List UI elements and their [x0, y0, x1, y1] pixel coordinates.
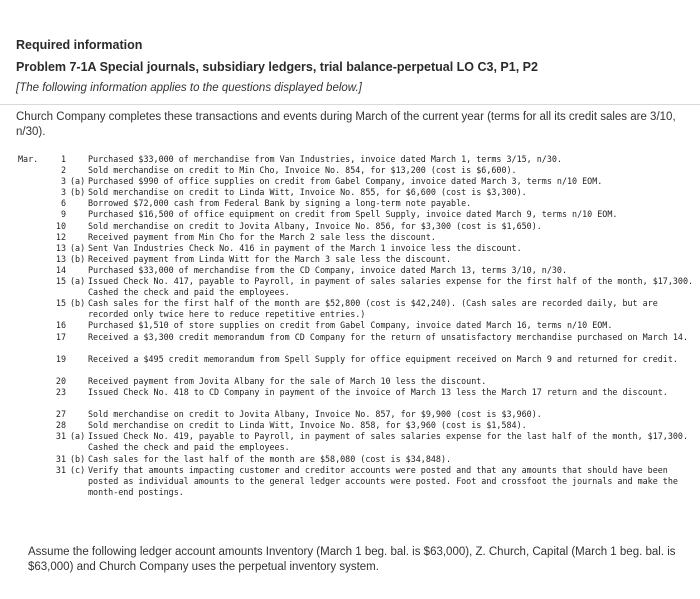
transaction-text: Cash sales for the first half of the month are $52,800 (cost is $42,240). (Cash sales are recorded daily, but are recorded only twice here to reduce repetitive entries.): [88, 298, 658, 320]
transaction-part: (a): [70, 276, 86, 287]
month-label: Mar.: [18, 154, 39, 164]
transaction-row: [18, 320, 698, 331]
transaction-date: 31: [55, 464, 66, 475]
transaction-row: [18, 198, 698, 209]
transaction-text: Issued Check No. 419, payable to Payroll, in payment of sales salaries expense for the last half of the month, $17,300. Cashed the check and paid the employees.: [88, 431, 689, 453]
transaction-date: 27: [55, 409, 66, 420]
transaction-row: [18, 265, 698, 276]
transactions-list: [18, 154, 698, 498]
transaction-date: 23: [55, 386, 66, 397]
transaction-text: Purchased $1,510 of store supplies on credit from Gabel Company, invoice dated March 16, terms n/10 EOM.: [88, 320, 613, 331]
transaction-text: Verify that amounts impacting customer and creditor accounts were posted and that any amounts that should have been posted as individual amounts to the general ledger accounts were posted. Foot and crossfoot the journals and make the month-end postings.: [88, 464, 678, 497]
transaction-row: [18, 254, 698, 265]
transaction-row: [18, 154, 698, 165]
transaction-row: [18, 376, 698, 387]
transaction-row: [18, 420, 698, 431]
transaction-date: 28: [55, 420, 66, 431]
transaction-text: Purchased $990 of office supplies on credit from Gabel Company, invoice dated March 3, terms n/10 EOM.: [88, 176, 603, 187]
transaction-date: 6: [60, 198, 66, 209]
required-information-heading: Required information: [16, 38, 143, 52]
transaction-text: Purchased $33,000 of merchandise from Van Industries, invoice dated March 1, terms 3/15, n/30.: [88, 154, 562, 164]
transaction-text: Issued Check No. 418 to CD Company in payment of the invoice of March 13 less the March 17 return and the discount.: [88, 386, 668, 397]
intro-paragraph: Church Company completes these transactions and events during March of the current year (terms for all its credit sales are 3/10, n/30).: [16, 111, 676, 138]
instruction-note: [The following information applies to the questions displayed below.]: [16, 82, 362, 94]
transaction-text: Sent Van Industries Check No. 416 in payment of the March 1 invoice less the discount.: [88, 242, 522, 253]
transaction-date: 13: [55, 242, 66, 253]
transaction-part: (b): [70, 453, 86, 464]
transaction-date: 31: [55, 453, 66, 464]
transaction-text: Sold merchandise on credit to Jovita Albany, Invoice No. 857, for $9,900 (cost is $3,960).: [88, 409, 542, 420]
transaction-text: Sold merchandise on credit to Linda Witt, Invoice No. 858, for $3,960 (cost is $1,584).: [88, 420, 527, 431]
transaction-row: [18, 221, 698, 232]
transaction-row: [18, 409, 698, 420]
transaction-part: (a): [70, 431, 86, 442]
transaction-text: Received payment from Jovita Albany for the sale of March 10 less the discount.: [88, 375, 487, 386]
transaction-date: 1: [60, 154, 66, 164]
transaction-date: 3: [60, 187, 66, 198]
transaction-part: (b): [70, 298, 86, 309]
transaction-text: Cash sales for the last half of the month are $58,080 (cost is $34,848).: [88, 453, 452, 464]
problem-title: Problem 7-1A Special journals, subsidiary ledgers, trial balance-perpetual LO C3, P1, P2: [16, 60, 538, 74]
transaction-row: [18, 332, 698, 354]
transaction-date: 19: [55, 353, 66, 364]
transaction-part: (c): [70, 464, 86, 475]
assumption-paragraph: Assume the following ledger account amounts Inventory (March 1 beg. bal. is $63,000), Z. Church, Capital (March 1 beg. bal. is $63,000) and Church Company uses the perpetual inventory system.: [28, 546, 676, 573]
transaction-text: Issued Check No. 417, payable to Payroll, in payment of sales salaries expense for the first half of the month, $17,300. Cashed the check and paid the employees.: [88, 276, 694, 298]
transaction-date: 15: [55, 298, 66, 309]
transaction-date: 31: [55, 431, 66, 442]
transaction-date: 2: [60, 165, 66, 176]
transaction-row: [18, 165, 698, 176]
transaction-row: [18, 232, 698, 243]
transaction-text: Purchased $16,500 of office equipment on credit from Spell Supply, invoice dated March 9, terms n/10 EOM.: [88, 209, 618, 220]
transaction-part: (b): [70, 187, 86, 198]
transaction-date: 15: [55, 276, 66, 287]
transaction-date: 16: [55, 320, 66, 331]
transaction-part: (a): [70, 176, 86, 187]
transaction-row: [18, 276, 698, 298]
divider: [0, 104, 700, 105]
transaction-date: 13: [55, 253, 66, 264]
transaction-text: Sold merchandise on credit to Linda Witt, Invoice No. 855, for $6,600 (cost is $3,300).: [88, 187, 527, 198]
transaction-text: Purchased $33,000 of merchandise from the CD Company, invoice dated March 13, terms 3/10, n/30.: [88, 264, 568, 275]
transaction-row: [18, 465, 698, 498]
transaction-row: [18, 176, 698, 187]
transaction-text: Received a $495 credit memorandum from Spell Supply for office equipment received on March 9 and returned for credit.: [88, 353, 678, 364]
transaction-row: [18, 209, 698, 220]
transaction-row: [18, 298, 698, 320]
transaction-row: [18, 243, 698, 254]
transaction-row: [18, 354, 698, 376]
transaction-date: 10: [55, 220, 66, 231]
transaction-part: (a): [70, 242, 86, 253]
transaction-row: [18, 454, 698, 465]
transaction-date: 14: [55, 264, 66, 275]
transaction-text: Received a $3,300 credit memorandum from CD Company for the return of unsatisfactory merchandise purchased on March 14.: [88, 331, 689, 342]
transaction-text: Borrowed $72,000 cash from Federal Bank by signing a long-term note payable.: [88, 198, 472, 209]
transaction-row: [18, 431, 698, 453]
transaction-date: 20: [55, 375, 66, 386]
transaction-text: Sold merchandise on credit to Min Cho, Invoice No. 854, for $13,200 (cost is $6,600).: [88, 165, 517, 176]
transaction-date: 12: [55, 231, 66, 242]
transaction-date: 3: [60, 176, 66, 187]
transaction-text: Sold merchandise on credit to Jovita Albany, Invoice No. 856, for $3,300 (cost is $1,650).: [88, 220, 542, 231]
transaction-text: Received payment from Min Cho for the March 2 sale less the discount.: [88, 231, 436, 242]
transaction-date: 9: [60, 209, 66, 220]
transaction-row: [18, 187, 698, 198]
transaction-text: Received payment from Linda Witt for the March 3 sale less the discount.: [88, 253, 452, 264]
transaction-part: (b): [70, 253, 86, 264]
transaction-row: [18, 387, 698, 409]
transaction-date: 17: [55, 331, 66, 342]
